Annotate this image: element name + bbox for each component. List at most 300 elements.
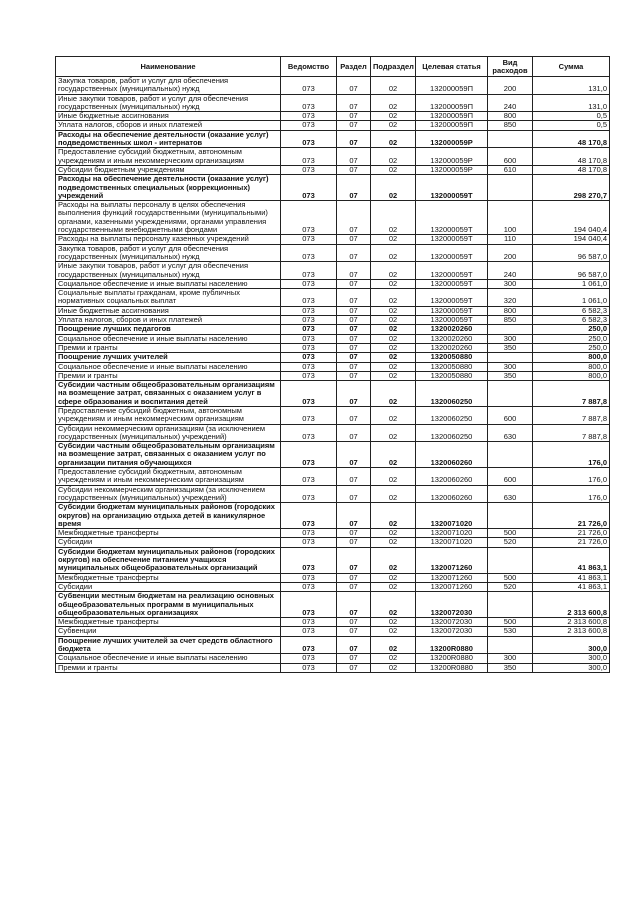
row-section: 07 bbox=[337, 618, 371, 627]
row-expense-type: 300 bbox=[488, 654, 533, 663]
row-sum: 176,0 bbox=[533, 442, 610, 468]
row-target: 132000059Т bbox=[416, 289, 488, 307]
row-dept: 073 bbox=[281, 592, 337, 618]
row-subsection: 02 bbox=[371, 334, 416, 343]
table-row bbox=[56, 334, 610, 343]
row-subsection: 02 bbox=[371, 573, 416, 582]
row-dept: 073 bbox=[281, 371, 337, 380]
row-name: Субсидии bbox=[56, 538, 281, 547]
row-subsection: 02 bbox=[371, 468, 416, 486]
row-dept: 073 bbox=[281, 316, 337, 325]
row-target: 1320020260 bbox=[416, 325, 488, 334]
row-dept: 073 bbox=[281, 381, 337, 407]
row-subsection: 02 bbox=[371, 529, 416, 538]
row-expense-type: 240 bbox=[488, 94, 533, 112]
table-row bbox=[56, 573, 610, 582]
row-subsection: 02 bbox=[371, 175, 416, 201]
row-sum: 2 313 600,8 bbox=[533, 618, 610, 627]
row-name: Расходы на обеспечение деятельности (оказание услуг) подведомственных специальных (коррекционных) учреждений bbox=[56, 175, 281, 201]
table-row bbox=[56, 547, 610, 573]
row-expense-type: 800 bbox=[488, 112, 533, 121]
row-name: Субсидии некоммерческим организациям (за исключением государственных (муниципальных) учреждений) bbox=[56, 424, 281, 442]
row-dept: 073 bbox=[281, 442, 337, 468]
row-sum: 194 040,4 bbox=[533, 235, 610, 244]
header-dept: Ведомство bbox=[281, 57, 337, 77]
row-subsection: 02 bbox=[371, 654, 416, 663]
row-subsection: 02 bbox=[371, 130, 416, 148]
row-sum: 2 313 600,8 bbox=[533, 627, 610, 636]
row-name: Социальное обеспечение и иные выплаты населению bbox=[56, 334, 281, 343]
row-target: 13200R0880 bbox=[416, 654, 488, 663]
row-target: 1320060260 bbox=[416, 442, 488, 468]
row-name: Премии и гранты bbox=[56, 663, 281, 672]
row-section: 07 bbox=[337, 262, 371, 280]
row-dept: 073 bbox=[281, 165, 337, 174]
table-row bbox=[56, 485, 610, 503]
row-target: 1320071020 bbox=[416, 538, 488, 547]
row-target: 1320072030 bbox=[416, 627, 488, 636]
row-sum: 21 726,0 bbox=[533, 503, 610, 529]
table-row bbox=[56, 654, 610, 663]
row-expense-type: 500 bbox=[488, 618, 533, 627]
row-section: 07 bbox=[337, 343, 371, 352]
row-expense-type: 530 bbox=[488, 627, 533, 636]
row-expense-type: 200 bbox=[488, 77, 533, 95]
row-target: 1320060260 bbox=[416, 485, 488, 503]
row-subsection: 02 bbox=[371, 371, 416, 380]
row-name: Субсидии некоммерческим организациям (за исключением государственных (муниципальных) учреждений) bbox=[56, 485, 281, 503]
row-target: 1320071260 bbox=[416, 547, 488, 573]
row-section: 07 bbox=[337, 529, 371, 538]
row-expense-type: 200 bbox=[488, 244, 533, 262]
row-sum: 298 270,7 bbox=[533, 175, 610, 201]
table-row bbox=[56, 343, 610, 352]
row-subsection: 02 bbox=[371, 547, 416, 573]
row-subsection: 02 bbox=[371, 343, 416, 352]
row-name: Предоставление субсидий бюджетным, автономным учреждениям и иным некоммерческим организациям bbox=[56, 468, 281, 486]
table-header-row bbox=[56, 57, 610, 77]
row-name: Расходы на выплаты персоналу казенных учреждений bbox=[56, 235, 281, 244]
table-row bbox=[56, 201, 610, 235]
row-dept: 073 bbox=[281, 148, 337, 166]
row-section: 07 bbox=[337, 654, 371, 663]
row-section: 07 bbox=[337, 201, 371, 235]
table-row bbox=[56, 121, 610, 130]
row-name: Субвенции местным бюджетам на реализацию основных общеобразовательных программ в муниципальных общеобразовательных организациях bbox=[56, 592, 281, 618]
row-subsection: 02 bbox=[371, 353, 416, 362]
table-row bbox=[56, 406, 610, 424]
row-subsection: 02 bbox=[371, 325, 416, 334]
row-expense-type: 600 bbox=[488, 148, 533, 166]
row-section: 07 bbox=[337, 353, 371, 362]
row-section: 07 bbox=[337, 582, 371, 591]
row-name: Социальные выплаты гражданам, кроме публичных нормативных социальных выплат bbox=[56, 289, 281, 307]
row-section: 07 bbox=[337, 592, 371, 618]
row-section: 07 bbox=[337, 406, 371, 424]
row-subsection: 02 bbox=[371, 618, 416, 627]
row-subsection: 02 bbox=[371, 77, 416, 95]
row-sum: 96 587,0 bbox=[533, 262, 610, 280]
row-expense-type: 300 bbox=[488, 362, 533, 371]
row-subsection: 02 bbox=[371, 362, 416, 371]
row-expense-type: 350 bbox=[488, 663, 533, 672]
budget-table-sheet bbox=[55, 56, 609, 673]
row-sum: 1 061,0 bbox=[533, 289, 610, 307]
row-name: Субсидии частным общеобразовательным организациям на возмещение затрат, связанных с оказанием услуг по организации питания обучающихся bbox=[56, 442, 281, 468]
row-expense-type: 600 bbox=[488, 406, 533, 424]
table-row bbox=[56, 130, 610, 148]
row-dept: 073 bbox=[281, 485, 337, 503]
table-row bbox=[56, 235, 610, 244]
row-target: 1320020260 bbox=[416, 334, 488, 343]
table-row bbox=[56, 306, 610, 315]
row-section: 07 bbox=[337, 573, 371, 582]
row-section: 07 bbox=[337, 112, 371, 121]
row-dept: 073 bbox=[281, 538, 337, 547]
row-expense-type: 110 bbox=[488, 235, 533, 244]
header-subsection: Подраздел bbox=[371, 57, 416, 77]
row-expense-type bbox=[488, 547, 533, 573]
row-expense-type bbox=[488, 592, 533, 618]
row-target: 1320060250 bbox=[416, 381, 488, 407]
row-expense-type bbox=[488, 503, 533, 529]
row-dept: 073 bbox=[281, 201, 337, 235]
row-subsection: 02 bbox=[371, 201, 416, 235]
row-sum: 800,0 bbox=[533, 353, 610, 362]
row-expense-type: 350 bbox=[488, 371, 533, 380]
row-dept: 073 bbox=[281, 468, 337, 486]
row-dept: 073 bbox=[281, 663, 337, 672]
row-target: 1320050880 bbox=[416, 371, 488, 380]
row-expense-type: 500 bbox=[488, 573, 533, 582]
row-section: 07 bbox=[337, 485, 371, 503]
row-name: Иные закупки товаров, работ и услуг для обеспечения государственных (муниципальных) нужд bbox=[56, 94, 281, 112]
row-target: 1320071260 bbox=[416, 582, 488, 591]
table-row bbox=[56, 636, 610, 654]
row-sum: 7 887,8 bbox=[533, 406, 610, 424]
row-section: 07 bbox=[337, 130, 371, 148]
table-row bbox=[56, 94, 610, 112]
row-target: 1320071020 bbox=[416, 529, 488, 538]
row-dept: 073 bbox=[281, 235, 337, 244]
table-row bbox=[56, 627, 610, 636]
row-name: Расходы на выплаты персоналу в целях обеспечения выполнения функций государственными (муниципальными) органами, казенными учреждениями, органами управления государственными внебюджетными фондами bbox=[56, 201, 281, 235]
row-expense-type: 300 bbox=[488, 334, 533, 343]
row-target: 132000059Т bbox=[416, 235, 488, 244]
row-subsection: 02 bbox=[371, 503, 416, 529]
row-expense-type: 800 bbox=[488, 306, 533, 315]
table-row bbox=[56, 112, 610, 121]
row-subsection: 02 bbox=[371, 112, 416, 121]
row-target: 132000059П bbox=[416, 121, 488, 130]
row-subsection: 02 bbox=[371, 592, 416, 618]
row-sum: 7 887,8 bbox=[533, 381, 610, 407]
table-row bbox=[56, 325, 610, 334]
table-row bbox=[56, 442, 610, 468]
row-subsection: 02 bbox=[371, 538, 416, 547]
row-subsection: 02 bbox=[371, 148, 416, 166]
row-expense-type bbox=[488, 381, 533, 407]
row-section: 07 bbox=[337, 334, 371, 343]
row-name: Межбюджетные трансферты bbox=[56, 618, 281, 627]
row-dept: 073 bbox=[281, 353, 337, 362]
row-sum: 21 726,0 bbox=[533, 529, 610, 538]
row-dept: 073 bbox=[281, 262, 337, 280]
table-row bbox=[56, 362, 610, 371]
row-name: Субсидии бюджетам муниципальных районов (городских округов) на обеспечение питанием учащихся муниципальных общеобразовательных организаций bbox=[56, 547, 281, 573]
table-body bbox=[56, 77, 610, 673]
row-expense-type: 240 bbox=[488, 262, 533, 280]
row-target: 132000059П bbox=[416, 77, 488, 95]
row-name: Предоставление субсидий бюджетным, автономным учреждениям и иным некоммерческим организациям bbox=[56, 406, 281, 424]
row-target: 132000059Т bbox=[416, 279, 488, 288]
row-sum: 48 170,8 bbox=[533, 165, 610, 174]
row-name: Поощрение лучших учителей bbox=[56, 353, 281, 362]
row-subsection: 02 bbox=[371, 582, 416, 591]
row-sum: 250,0 bbox=[533, 343, 610, 352]
row-expense-type: 600 bbox=[488, 468, 533, 486]
row-section: 07 bbox=[337, 279, 371, 288]
row-target: 132000059П bbox=[416, 94, 488, 112]
row-subsection: 02 bbox=[371, 94, 416, 112]
row-expense-type: 350 bbox=[488, 343, 533, 352]
row-section: 07 bbox=[337, 636, 371, 654]
row-sum: 250,0 bbox=[533, 325, 610, 334]
table-row bbox=[56, 262, 610, 280]
row-name: Премии и гранты bbox=[56, 371, 281, 380]
table-row bbox=[56, 592, 610, 618]
row-sum: 194 040,4 bbox=[533, 201, 610, 235]
row-name: Предоставление субсидий бюджетным, автономным учреждениям и иным некоммерческим организациям bbox=[56, 148, 281, 166]
table-row bbox=[56, 289, 610, 307]
row-section: 07 bbox=[337, 316, 371, 325]
table-row bbox=[56, 175, 610, 201]
table-row bbox=[56, 279, 610, 288]
row-expense-type: 630 bbox=[488, 485, 533, 503]
row-sum: 41 863,1 bbox=[533, 547, 610, 573]
row-target: 132000059Т bbox=[416, 201, 488, 235]
row-section: 07 bbox=[337, 289, 371, 307]
row-subsection: 02 bbox=[371, 442, 416, 468]
row-target: 1320071260 bbox=[416, 573, 488, 582]
row-name: Расходы на обеспечение деятельности (оказание услуг) подведомственных школ - интернатов bbox=[56, 130, 281, 148]
table-row bbox=[56, 424, 610, 442]
row-dept: 073 bbox=[281, 573, 337, 582]
row-target: 132000059Т bbox=[416, 244, 488, 262]
table-row bbox=[56, 663, 610, 672]
row-sum: 41 863,1 bbox=[533, 573, 610, 582]
row-sum: 48 170,8 bbox=[533, 148, 610, 166]
row-sum: 300,0 bbox=[533, 636, 610, 654]
row-name: Закупка товаров, работ и услуг для обеспечения государственных (муниципальных) нужд bbox=[56, 244, 281, 262]
row-dept: 073 bbox=[281, 175, 337, 201]
row-name: Субсидии bbox=[56, 582, 281, 591]
row-subsection: 02 bbox=[371, 424, 416, 442]
row-sum: 300,0 bbox=[533, 654, 610, 663]
row-dept: 073 bbox=[281, 362, 337, 371]
row-name: Поощрение лучших педагогов bbox=[56, 325, 281, 334]
table-row bbox=[56, 618, 610, 627]
row-section: 07 bbox=[337, 148, 371, 166]
row-section: 07 bbox=[337, 442, 371, 468]
row-target: 132000059Р bbox=[416, 148, 488, 166]
row-section: 07 bbox=[337, 306, 371, 315]
row-subsection: 02 bbox=[371, 381, 416, 407]
row-name: Уплата налогов, сборов и иных платежей bbox=[56, 121, 281, 130]
row-target: 1320072030 bbox=[416, 618, 488, 627]
row-target: 132000059П bbox=[416, 112, 488, 121]
row-dept: 073 bbox=[281, 654, 337, 663]
row-target: 1320072030 bbox=[416, 592, 488, 618]
row-target: 132000059Т bbox=[416, 262, 488, 280]
row-target: 13200R0880 bbox=[416, 636, 488, 654]
row-target: 1320060260 bbox=[416, 468, 488, 486]
row-section: 07 bbox=[337, 503, 371, 529]
row-expense-type: 630 bbox=[488, 424, 533, 442]
row-sum: 6 582,3 bbox=[533, 306, 610, 315]
header-section: Раздел bbox=[337, 57, 371, 77]
row-expense-type: 520 bbox=[488, 538, 533, 547]
row-dept: 073 bbox=[281, 77, 337, 95]
row-section: 07 bbox=[337, 371, 371, 380]
row-expense-type bbox=[488, 353, 533, 362]
row-sum: 250,0 bbox=[533, 334, 610, 343]
row-subsection: 02 bbox=[371, 235, 416, 244]
row-target: 1320060250 bbox=[416, 406, 488, 424]
row-expense-type: 100 bbox=[488, 201, 533, 235]
row-name: Закупка товаров, работ и услуг для обеспечения государственных (муниципальных) нужд bbox=[56, 77, 281, 95]
row-section: 07 bbox=[337, 77, 371, 95]
row-section: 07 bbox=[337, 468, 371, 486]
row-sum: 1 061,0 bbox=[533, 279, 610, 288]
row-dept: 073 bbox=[281, 334, 337, 343]
row-expense-type: 850 bbox=[488, 316, 533, 325]
row-section: 07 bbox=[337, 165, 371, 174]
row-sum: 176,0 bbox=[533, 468, 610, 486]
table-row bbox=[56, 244, 610, 262]
row-section: 07 bbox=[337, 362, 371, 371]
row-sum: 96 587,0 bbox=[533, 244, 610, 262]
row-expense-type: 850 bbox=[488, 121, 533, 130]
row-section: 07 bbox=[337, 244, 371, 262]
row-dept: 073 bbox=[281, 325, 337, 334]
row-name: Субвенции bbox=[56, 627, 281, 636]
row-dept: 073 bbox=[281, 94, 337, 112]
row-sum: 800,0 bbox=[533, 371, 610, 380]
row-sum: 800,0 bbox=[533, 362, 610, 371]
row-sum: 21 726,0 bbox=[533, 538, 610, 547]
table-row bbox=[56, 165, 610, 174]
row-sum: 131,0 bbox=[533, 77, 610, 95]
budget-table bbox=[55, 56, 610, 673]
row-dept: 073 bbox=[281, 343, 337, 352]
row-dept: 073 bbox=[281, 627, 337, 636]
row-sum: 48 170,8 bbox=[533, 130, 610, 148]
row-subsection: 02 bbox=[371, 663, 416, 672]
row-expense-type bbox=[488, 636, 533, 654]
row-dept: 073 bbox=[281, 582, 337, 591]
row-subsection: 02 bbox=[371, 165, 416, 174]
row-target: 1320050880 bbox=[416, 353, 488, 362]
row-dept: 073 bbox=[281, 112, 337, 121]
table-row bbox=[56, 529, 610, 538]
row-expense-type: 520 bbox=[488, 582, 533, 591]
row-name: Межбюджетные трансферты bbox=[56, 529, 281, 538]
row-section: 07 bbox=[337, 663, 371, 672]
header-target: Целевая статья bbox=[416, 57, 488, 77]
row-sum: 300,0 bbox=[533, 663, 610, 672]
row-target: 1320020260 bbox=[416, 343, 488, 352]
row-target: 132000059Т bbox=[416, 175, 488, 201]
table-row bbox=[56, 353, 610, 362]
row-dept: 073 bbox=[281, 636, 337, 654]
row-dept: 073 bbox=[281, 279, 337, 288]
row-dept: 073 bbox=[281, 130, 337, 148]
row-target: 132000059Т bbox=[416, 316, 488, 325]
row-dept: 073 bbox=[281, 424, 337, 442]
table-row bbox=[56, 538, 610, 547]
row-target: 13200R0880 bbox=[416, 663, 488, 672]
row-subsection: 02 bbox=[371, 121, 416, 130]
row-sum: 7 887,8 bbox=[533, 424, 610, 442]
table-row bbox=[56, 381, 610, 407]
row-section: 07 bbox=[337, 235, 371, 244]
row-dept: 073 bbox=[281, 529, 337, 538]
row-name: Социальное обеспечение и иные выплаты населению bbox=[56, 654, 281, 663]
row-subsection: 02 bbox=[371, 306, 416, 315]
row-dept: 073 bbox=[281, 503, 337, 529]
table-row bbox=[56, 316, 610, 325]
row-subsection: 02 bbox=[371, 485, 416, 503]
row-dept: 073 bbox=[281, 306, 337, 315]
row-name: Премии и гранты bbox=[56, 343, 281, 352]
row-name: Уплата налогов, сборов и иных платежей bbox=[56, 316, 281, 325]
row-dept: 073 bbox=[281, 289, 337, 307]
row-subsection: 02 bbox=[371, 636, 416, 654]
row-target: 132000059Р bbox=[416, 130, 488, 148]
row-section: 07 bbox=[337, 381, 371, 407]
row-name: Поощрение лучших учителей за счет средств областного бюджета bbox=[56, 636, 281, 654]
row-expense-type bbox=[488, 442, 533, 468]
row-section: 07 bbox=[337, 94, 371, 112]
table-row bbox=[56, 371, 610, 380]
row-expense-type: 300 bbox=[488, 279, 533, 288]
header-sum: Сумма bbox=[533, 57, 610, 77]
row-section: 07 bbox=[337, 547, 371, 573]
row-target: 1320071020 bbox=[416, 503, 488, 529]
row-section: 07 bbox=[337, 121, 371, 130]
row-name: Субсидии частным общеобразовательным организациям на возмещение затрат, связанных с оказанием услуг в сфере образования и воспитания детей bbox=[56, 381, 281, 407]
row-subsection: 02 bbox=[371, 262, 416, 280]
row-target: 1320050880 bbox=[416, 362, 488, 371]
row-target: 132000059Т bbox=[416, 306, 488, 315]
row-dept: 073 bbox=[281, 618, 337, 627]
table-row bbox=[56, 468, 610, 486]
row-name: Социальное обеспечение и иные выплаты населению bbox=[56, 362, 281, 371]
row-dept: 073 bbox=[281, 121, 337, 130]
row-sum: 2 313 600,8 bbox=[533, 592, 610, 618]
table-row bbox=[56, 77, 610, 95]
row-expense-type: 610 bbox=[488, 165, 533, 174]
row-subsection: 02 bbox=[371, 289, 416, 307]
row-dept: 073 bbox=[281, 244, 337, 262]
row-sum: 0,5 bbox=[533, 121, 610, 130]
row-subsection: 02 bbox=[371, 316, 416, 325]
row-section: 07 bbox=[337, 538, 371, 547]
row-sum: 0,5 bbox=[533, 112, 610, 121]
row-sum: 131,0 bbox=[533, 94, 610, 112]
row-subsection: 02 bbox=[371, 627, 416, 636]
